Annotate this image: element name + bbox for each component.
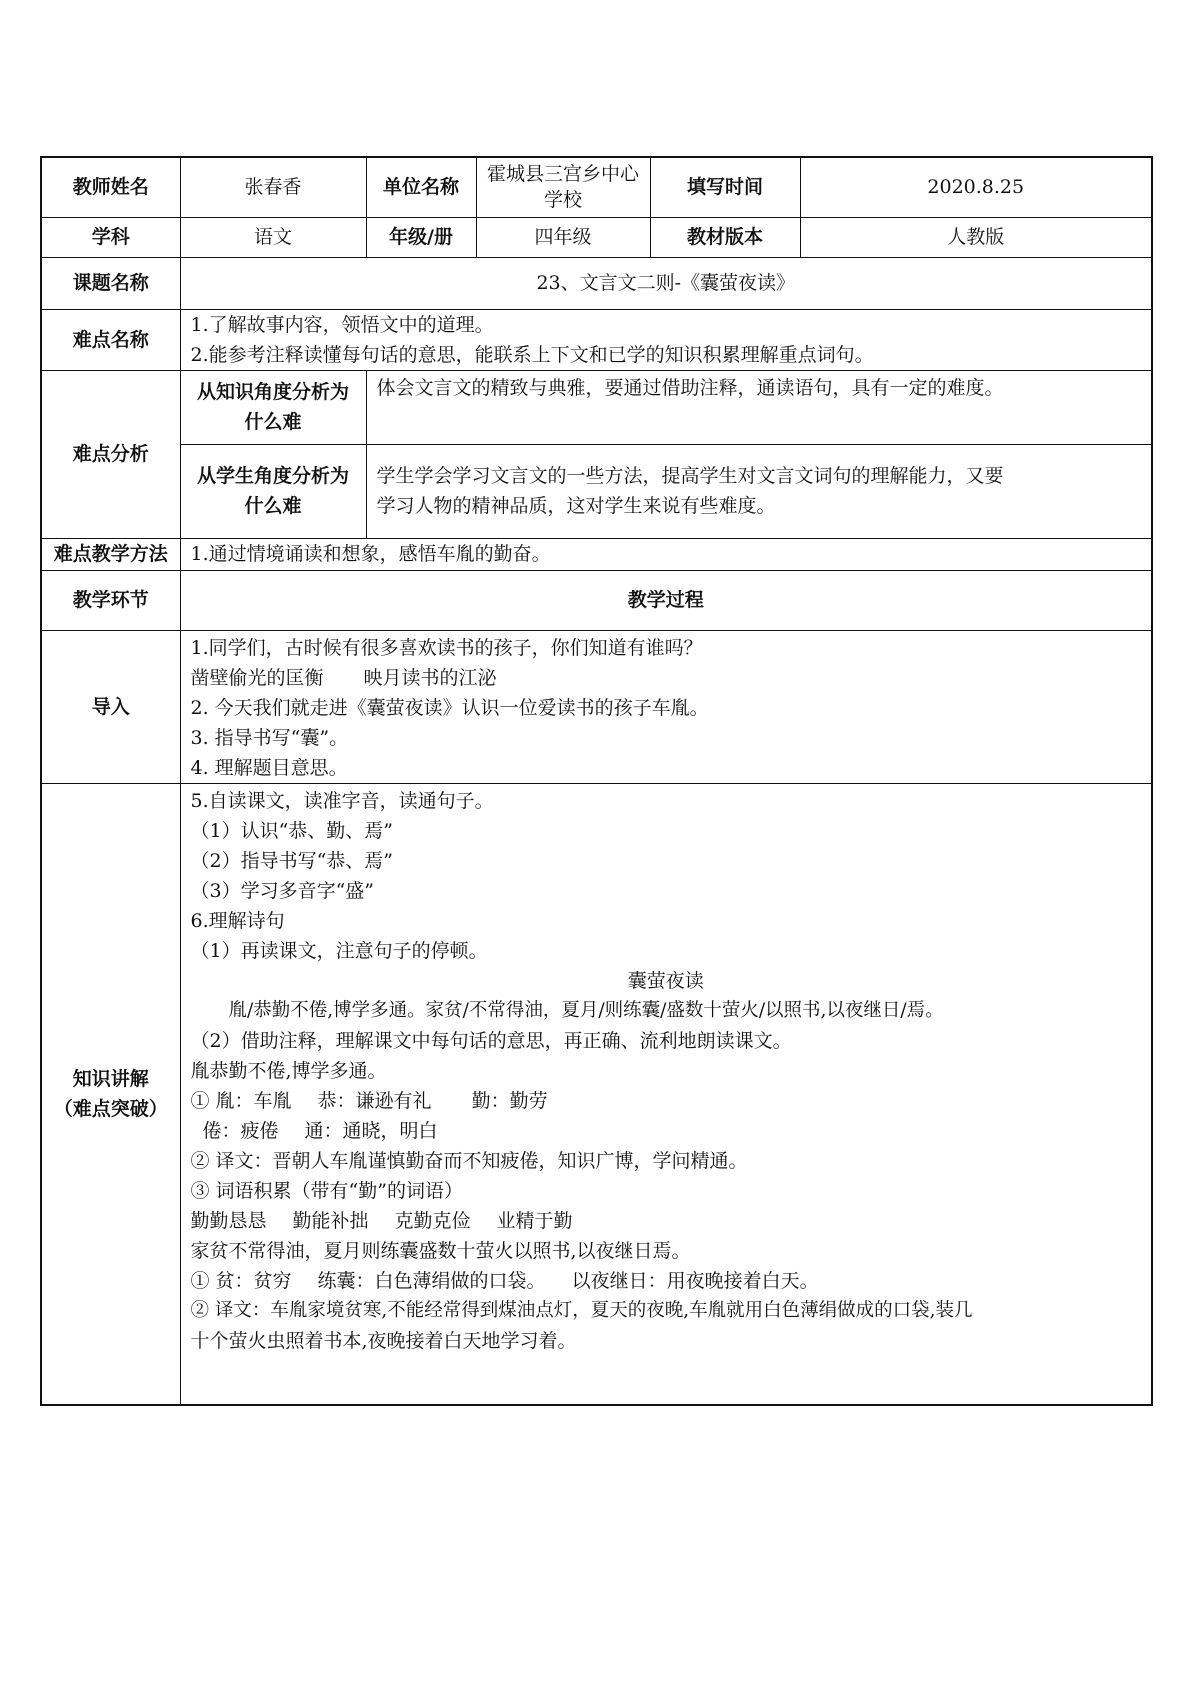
header-row-1 bbox=[41, 157, 1152, 217]
topic-value: 23、文言文二则-《囊萤夜读》 bbox=[180, 257, 1152, 309]
knowledge-line-14: ③ 词语积累（带有“勤”的词语） bbox=[190, 1179, 463, 1202]
intro-line-2b: 映月读书的江泌 bbox=[363, 666, 497, 689]
knowledge-line-12a: 倦：疲倦 bbox=[202, 1119, 279, 1142]
knowledge-line-9: （2）借助注释，理解课文中每句话的意思，再正确、流利地朗读课文。 bbox=[190, 1029, 792, 1052]
method-label: 难点教学方法 bbox=[41, 538, 180, 570]
knowledge-text-title: 囊萤夜读 bbox=[627, 969, 704, 992]
knowledge-line-12b: 通：通晓，明白 bbox=[304, 1119, 438, 1142]
subject-value: 语文 bbox=[180, 217, 366, 257]
knowledge-line-11b: 恭：谦逊有礼 bbox=[317, 1089, 432, 1112]
knowledge-line-8: 胤/恭勤不倦,博学多通。家贫/不常得油，夏月/则练囊/盛数十萤火/以照书,以夜继日/焉。 bbox=[228, 999, 944, 1021]
date-value: 2020.8.25 bbox=[800, 157, 1152, 217]
knowledge-row bbox=[41, 783, 1152, 1405]
process-header-label: 教学环节 bbox=[41, 570, 180, 630]
knowledge-line-15d: 业精于勤 bbox=[496, 1209, 573, 1232]
intro-line-1: 1.同学们，古时候有很多喜欢读书的孩子，你们知道有谁吗？ bbox=[190, 636, 703, 659]
header-row-2 bbox=[41, 217, 1152, 257]
analysis-student-line2: 学习人物的精神品质，这对学生来说有些难度。 bbox=[376, 495, 776, 517]
knowledge-line-18: ② 译文：车胤家境贫寒,不能经常得到煤油点灯，夏天的夜晚,车胤就用白色薄绢做成的口袋,装几 bbox=[190, 1299, 973, 1321]
difficulty-label: 难点名称 bbox=[41, 309, 180, 370]
intro-label: 导入 bbox=[41, 630, 180, 783]
knowledge-content bbox=[180, 783, 1152, 1405]
analysis-knowledge-label bbox=[180, 370, 366, 444]
teacher-label: 教师姓名 bbox=[41, 157, 180, 217]
intro-content bbox=[180, 630, 1152, 783]
knowledge-line-17b: 练囊：白色薄绢做的口袋。 bbox=[317, 1269, 546, 1292]
analysis-row-knowledge bbox=[41, 370, 1152, 444]
analysis-knowledge-label-line1: 从知识角度分析为 bbox=[196, 381, 349, 403]
intro-line-3: 2. 今天我们就走进《囊萤夜读》认识一位爱读书的孩子车胤。 bbox=[190, 696, 709, 719]
analysis-knowledge-text: 体会文言文的精致与典雅，要通过借助注释，通读语句，具有一定的难度。 bbox=[366, 370, 1152, 444]
knowledge-line-11c: 勤：勤劳 bbox=[471, 1089, 548, 1112]
analysis-student-label-line1: 从学生角度分析为 bbox=[196, 465, 349, 487]
analysis-student-label bbox=[180, 444, 366, 538]
knowledge-line-17 bbox=[191, 1266, 1142, 1296]
analysis-knowledge-label-line2: 什么难 bbox=[244, 411, 302, 433]
intro-row bbox=[41, 630, 1152, 783]
intro-line-5: 4. 理解题目意思。 bbox=[190, 756, 348, 779]
analysis-label: 难点分析 bbox=[41, 370, 180, 538]
knowledge-line-10: 胤恭勤不倦,博学多通。 bbox=[190, 1059, 387, 1082]
knowledge-line-12 bbox=[191, 1116, 1142, 1146]
grade-value: 四年级 bbox=[476, 217, 650, 257]
knowledge-line-6: （1）再读课文，注意句子的停顿。 bbox=[190, 939, 488, 962]
process-header-row bbox=[41, 570, 1152, 630]
difficulty-line-1: 1.了解故事内容，领悟文中的道理。 bbox=[190, 313, 494, 336]
method-row bbox=[41, 538, 1152, 570]
knowledge-label-line1: 知识讲解 bbox=[72, 1067, 149, 1090]
unit-value-line2: 学校 bbox=[543, 189, 582, 212]
knowledge-line-16: 家贫不常得油，夏月则练囊盛数十萤火以照书,以夜继日焉。 bbox=[190, 1239, 691, 1262]
analysis-student-label-line2: 什么难 bbox=[244, 495, 302, 517]
knowledge-line-15c: 克勤克俭 bbox=[394, 1209, 471, 1232]
unit-value bbox=[476, 157, 650, 217]
knowledge-line-19: 十个萤火虫照着书本,夜晚接着白天地学习着。 bbox=[190, 1329, 577, 1352]
knowledge-line-13: ② 译文：晋朝人车胤谨慎勤奋而不知疲倦，知识广博，学问精通。 bbox=[190, 1149, 748, 1172]
lesson-plan-table bbox=[40, 156, 1153, 1406]
knowledge-line-1: 5.自读课文，读准字音，读通句子。 bbox=[190, 789, 494, 812]
intro-line-2 bbox=[191, 663, 1142, 693]
teacher-value: 张春香 bbox=[180, 157, 366, 217]
topic-row bbox=[41, 257, 1152, 309]
knowledge-line-2: （1）认识“恭、勤、焉” bbox=[190, 819, 394, 842]
subject-label: 学科 bbox=[41, 217, 180, 257]
difficulty-line-2: 2.能参考注释读懂每句话的意思，能联系上下文和已学的知识积累理解重点词句。 bbox=[190, 343, 874, 366]
intro-line-2a: 凿壁偷光的匡衡 bbox=[190, 666, 324, 689]
knowledge-line-11 bbox=[191, 1086, 1142, 1116]
grade-label: 年级/册 bbox=[366, 217, 476, 257]
knowledge-label bbox=[41, 783, 180, 1405]
knowledge-label-line2: （难点突破） bbox=[53, 1097, 168, 1120]
edition-value: 人教版 bbox=[800, 217, 1152, 257]
analysis-student-line1: 学生学会学习文言文的一些方法，提高学生对文言文词句的理解能力，又要 bbox=[376, 465, 1004, 487]
difficulty-row bbox=[41, 309, 1152, 370]
difficulty-value bbox=[180, 309, 1152, 370]
unit-value-line1: 霍城县三宫乡中心 bbox=[486, 163, 639, 186]
knowledge-line-15b: 勤能补拙 bbox=[292, 1209, 369, 1232]
knowledge-line-15a: 勤勤恳恳 bbox=[190, 1209, 267, 1232]
knowledge-line-17c: 以夜继日：用夜晚接着白天。 bbox=[571, 1269, 819, 1292]
analysis-row-student bbox=[41, 444, 1152, 538]
edition-label: 教材版本 bbox=[650, 217, 800, 257]
knowledge-line-5: 6.理解诗句 bbox=[190, 909, 285, 932]
intro-line-4: 3. 指导书写“囊”。 bbox=[190, 726, 349, 749]
knowledge-line-17a: ① 贫：贫穷 bbox=[190, 1269, 292, 1292]
knowledge-line-15 bbox=[191, 1206, 1142, 1236]
knowledge-line-4: （3）学习多音字“盛” bbox=[190, 879, 375, 902]
process-header-value: 教学过程 bbox=[180, 570, 1152, 630]
method-value: 1.通过情境诵读和想象，感悟车胤的勤奋。 bbox=[180, 538, 1152, 570]
knowledge-line-11a: ① 胤：车胤 bbox=[190, 1089, 292, 1112]
date-label: 填写时间 bbox=[650, 157, 800, 217]
topic-label: 课题名称 bbox=[41, 257, 180, 309]
analysis-student-text bbox=[366, 444, 1152, 538]
unit-label: 单位名称 bbox=[366, 157, 476, 217]
knowledge-line-3: （2）指导书写“恭、焉” bbox=[190, 849, 394, 872]
